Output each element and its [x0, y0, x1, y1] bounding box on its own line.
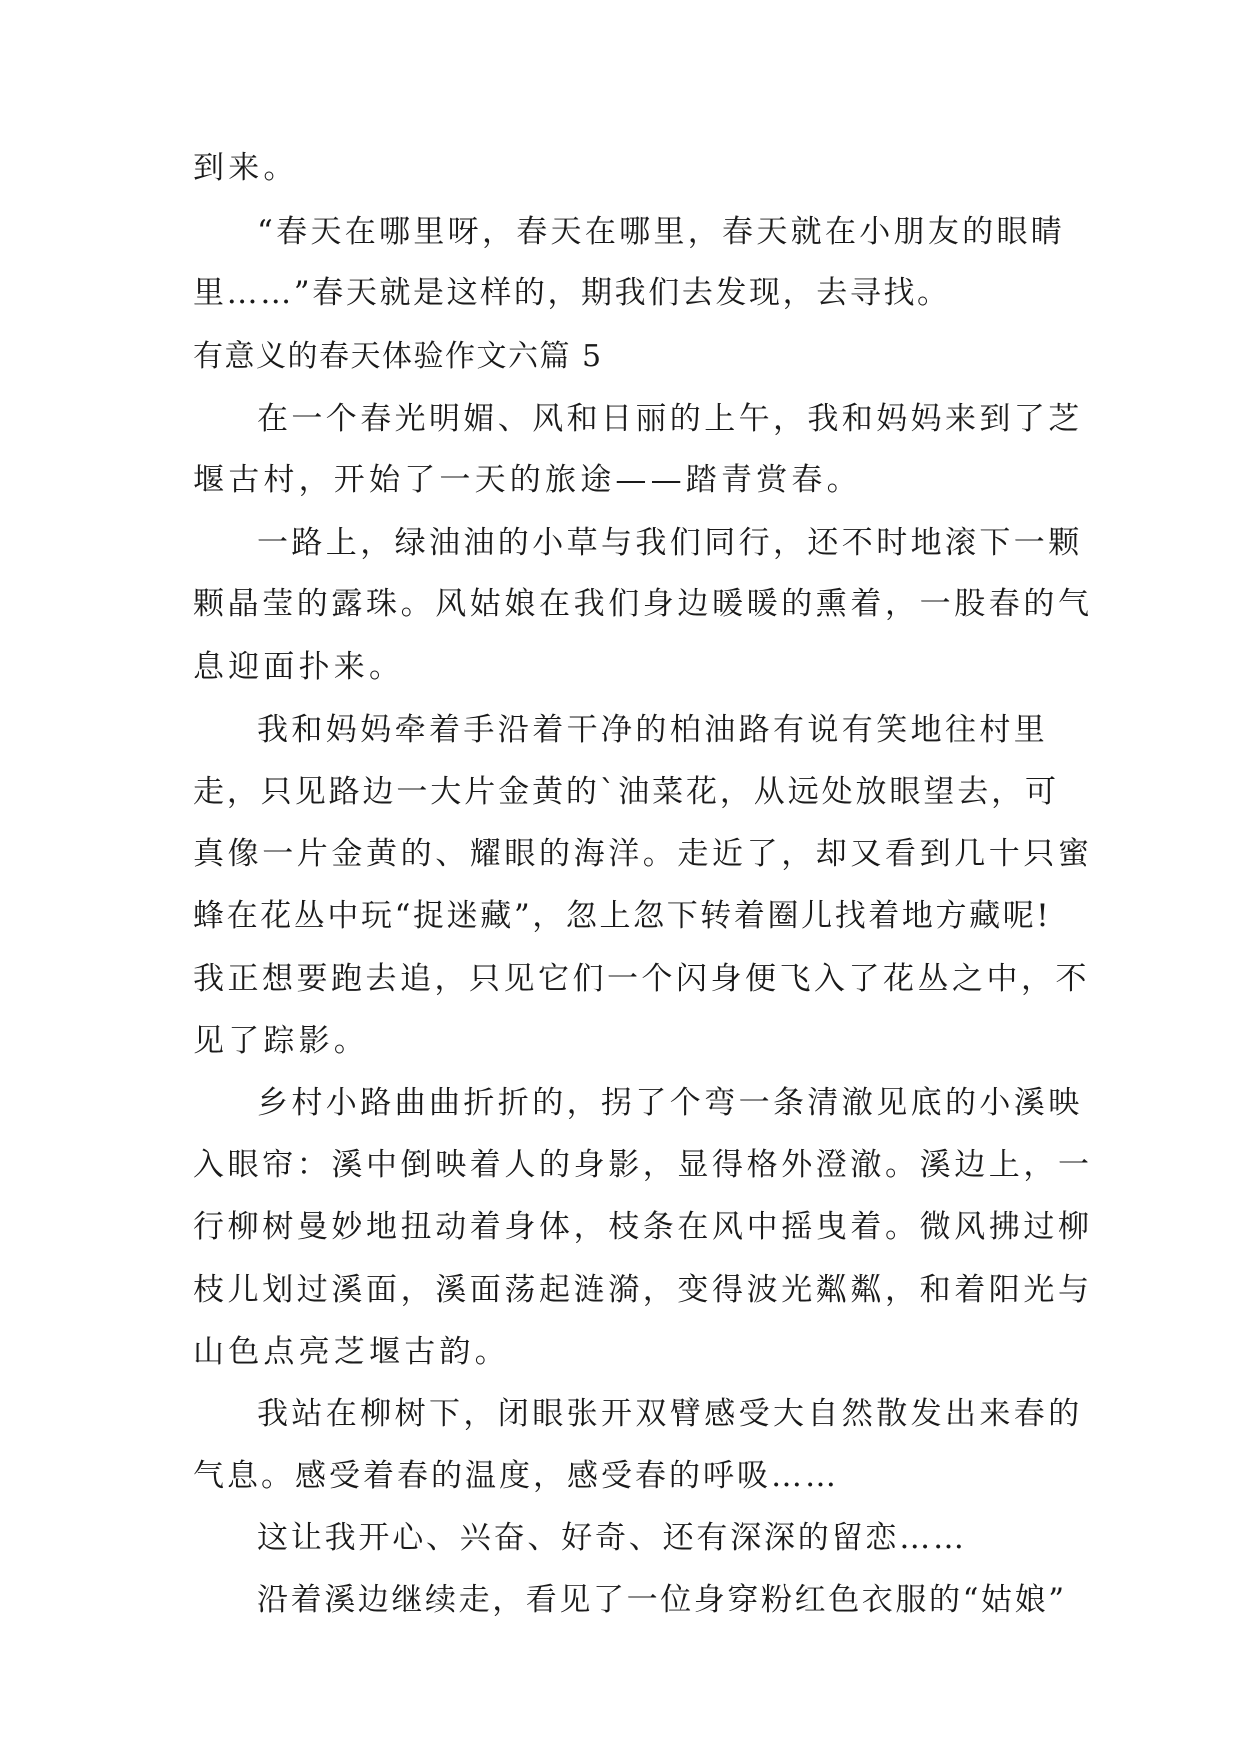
text-line: 入眼帘：溪中倒映着人的身影，显得格外澄澈。溪边上，一: [193, 1147, 1093, 1183]
text-line: 我和妈妈牵着手沿着干净的柏油路有说有笑地往村里: [257, 712, 1049, 748]
text-line: 堰古村，开始了一天的旅途——踏青赏春。: [193, 462, 862, 498]
text-line: 这让我开心、兴奋、好奇、还有深深的留恋……: [257, 1520, 967, 1556]
text-line: 走，只见路边一大片金黄的`油菜花，从远处放眼望去，可: [193, 774, 1059, 810]
text-line: 行柳树曼妙地扭动着身体，枝条在风中摇曳着。微风拂过柳: [193, 1209, 1093, 1245]
text-line: 沿着溪边继续走，看见了一位身穿粉红色衣服的“姑娘”: [257, 1582, 1067, 1618]
text-line: 见了踪影。: [193, 1023, 369, 1059]
text-line: 里……”春天就是这样的，期我们去发现，去寻找。: [193, 275, 951, 311]
text-line: 枝儿划过溪面，溪面荡起涟漪，变得波光粼粼，和着阳光与: [193, 1272, 1093, 1308]
text-line: 我站在柳树下，闭眼张开双臂感受大自然散发出来春的: [257, 1396, 1083, 1432]
text-line: 乡村小路曲曲折折的，拐了个弯一条清澈见底的小溪映: [257, 1085, 1083, 1121]
text-line: 真像一片金黄的、耀眼的海洋。走近了，却又看到几十只蜜: [193, 836, 1093, 872]
text-line: 山色点亮芝堰古韵。: [193, 1334, 510, 1370]
text-line: 一路上，绿油油的小草与我们同行，还不时地滚下一颗: [257, 525, 1083, 561]
section-heading: 有意义的春天体验作文六篇 5: [193, 339, 603, 374]
text-line: 我正想要跑去追，只见它们一个闪身便飞入了花丛之中，不: [193, 961, 1090, 997]
text-line: 气息。感受着春的温度，感受春的呼吸……: [193, 1458, 839, 1494]
text-line: 颗晶莹的露珠。风姑娘在我们身边暖暖的熏着，一股春的气: [193, 586, 1093, 622]
text-line: 息迎面扑来。: [193, 649, 405, 685]
text-line: 到来。: [193, 150, 299, 186]
text-line: “春天在哪里呀，春天在哪里，春天就在小朋友的眼睛: [257, 214, 1066, 250]
text-line: 蜂在花丛中玩“捉迷藏”，忽上忽下转着圈儿找着地方藏呢!: [193, 898, 1052, 934]
text-line: 在一个春光明媚、风和日丽的上午，我和妈妈来到了芝: [257, 401, 1083, 437]
